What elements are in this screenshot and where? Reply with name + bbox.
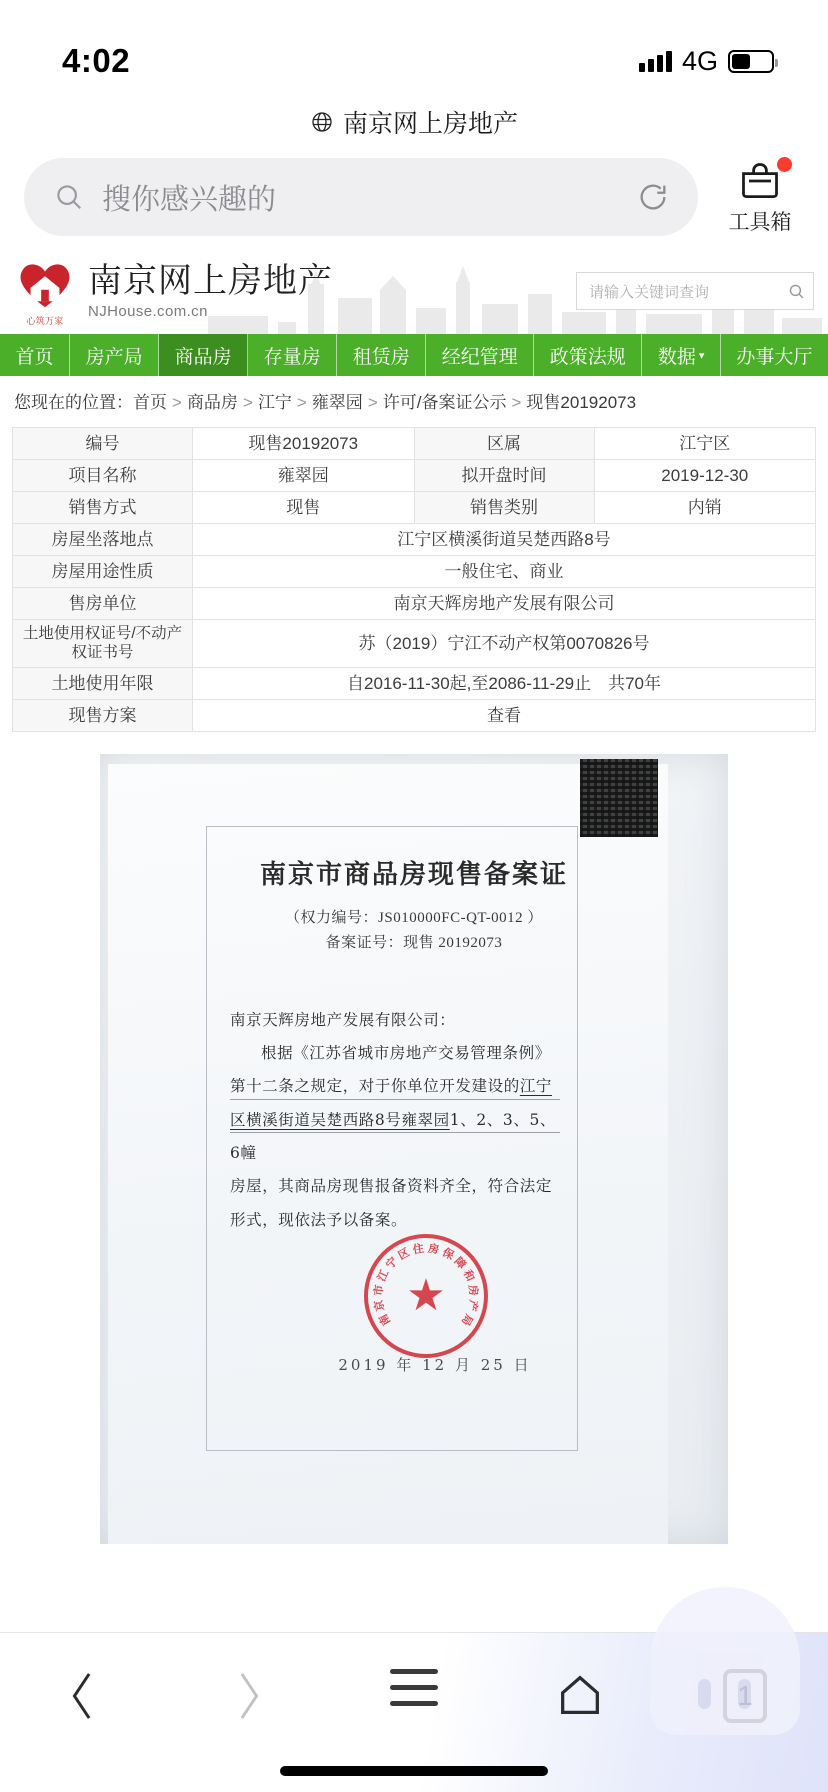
table-row-value: 内销 [594, 492, 816, 524]
header-search-placeholder: 请输入关键词查询 [589, 283, 710, 301]
search-placeholder-text: 搜你感兴趣的 [102, 183, 277, 216]
browser-title-text: 南京网上房地产 [342, 110, 518, 138]
table-row-label: 项目名称 [13, 460, 193, 492]
nav-item-8[interactable] [721, 334, 828, 376]
table-row-value: 苏（2019）宁江不动产权第0070826号 [193, 620, 816, 668]
breadcrumb-item-2[interactable]: 江宁 [257, 393, 292, 412]
red-star-icon: ★ [406, 1270, 446, 1320]
certificate-power-number: （权力编号：JS010000FC-QT-0012 ） [285, 909, 543, 926]
breadcrumb-prefix: 您现在的位置： [14, 393, 133, 412]
nav-item-5[interactable] [426, 334, 534, 376]
table-row [13, 524, 816, 556]
breadcrumb [0, 376, 828, 423]
home-indicator [280, 1766, 548, 1776]
table-row-value[interactable]: 查看 [193, 699, 816, 731]
certificate-p1-address: 江宁区横溪街道吴楚西路8号雍翠园 [230, 1077, 553, 1129]
browser-toolbar [0, 148, 828, 250]
table-row-value: 南京天辉房地产发展有限公司 [193, 588, 816, 620]
certificate-scan [100, 754, 728, 1544]
seal-ring-text: 南 京 市 江 宁 区 住 房 保 障 和 房 产 局 [372, 1242, 480, 1328]
certificate-title: 南京市商品房现售备案证 [259, 859, 568, 890]
table-row [13, 588, 816, 620]
table-row-value: 现售20192073 [193, 428, 415, 460]
table-row-label: 房屋坐落地点 [13, 524, 193, 556]
main-navigation [0, 334, 828, 376]
status-bar [0, 0, 828, 96]
table-row-label: 区属 [414, 428, 594, 460]
home-icon [554, 1669, 606, 1721]
signal-bars-icon [639, 50, 672, 72]
hamburger-menu-icon [390, 1669, 438, 1706]
search-icon[interactable] [788, 283, 805, 300]
certificate-numbers [100, 906, 728, 957]
logo-subtext: 心筑万家 [26, 316, 64, 326]
certificate-divider-1 [230, 1099, 560, 1100]
breadcrumb-separator: > [511, 393, 522, 412]
nav-item-label: 房产局 [85, 346, 143, 368]
breadcrumb-separator: > [367, 393, 378, 412]
header-search-input[interactable] [576, 272, 814, 310]
nav-item-label: 存量房 [263, 346, 321, 368]
heart-house-logo-icon [14, 259, 76, 325]
toolbox-bag-icon [738, 159, 782, 203]
table-row [13, 492, 816, 524]
nav-item-label: 政策法规 [549, 346, 626, 368]
table-row-value: 现售 [193, 492, 415, 524]
certificate-record-number: 备案证号：现售 20192073 [325, 935, 503, 952]
globe-icon [310, 110, 334, 134]
certificate-p1-post: 1、2、3、5、6幢 [230, 1110, 557, 1162]
table-row-label: 土地使用权证号/不动产权证书号 [13, 620, 193, 668]
search-input[interactable] [24, 158, 698, 236]
browser-bottom-toolbar [0, 1632, 828, 1792]
site-header [0, 250, 828, 334]
chevron-right-icon [233, 1669, 263, 1723]
certificate-body [230, 1004, 560, 1237]
table-row-label: 编号 [13, 428, 193, 460]
network-type-label: 4G [681, 45, 718, 76]
status-time: 4:02 [62, 42, 131, 79]
back-button[interactable] [0, 1669, 166, 1723]
table-row-label: 销售类别 [414, 492, 594, 524]
home-button[interactable] [497, 1669, 663, 1721]
ghost-mascot-decoration [650, 1587, 800, 1735]
toolbox-label: 工具箱 [728, 210, 792, 234]
permit-info-table [12, 427, 816, 732]
table-row-value: 江宁区横溪街道吴楚西路8号 [193, 524, 816, 556]
nav-item-label: 租赁房 [352, 346, 410, 368]
reload-icon[interactable] [636, 180, 670, 214]
certificate-image-area[interactable] [0, 754, 828, 1554]
table-row [13, 460, 816, 492]
nav-item-label: 首页 [15, 346, 54, 368]
breadcrumb-item-1[interactable]: 商品房 [186, 393, 238, 412]
table-row-label: 土地使用年限 [13, 667, 193, 699]
nav-item-0[interactable] [0, 334, 70, 376]
nav-item-3[interactable] [248, 334, 337, 376]
nav-item-2[interactable] [159, 334, 248, 376]
status-indicators [639, 46, 774, 77]
breadcrumb-item-0[interactable]: 首页 [133, 393, 167, 412]
table-row-label: 售房单位 [13, 588, 193, 620]
table-row-value: 雍翠园 [193, 460, 415, 492]
nav-item-7[interactable] [642, 334, 721, 376]
table-row-label: 销售方式 [13, 492, 193, 524]
nav-item-label: 数据 [657, 346, 696, 368]
breadcrumb-item-3[interactable]: 雍翠园 [311, 393, 363, 412]
breadcrumb-separator: > [172, 393, 182, 412]
nav-item-label: 商品房 [174, 346, 232, 368]
nav-item-label: 办事大厅 [736, 346, 813, 368]
nav-item-4[interactable] [337, 334, 426, 376]
chevron-down-icon: ▾ [698, 349, 705, 362]
search-icon [54, 182, 84, 212]
chevron-left-icon [68, 1669, 98, 1723]
certificate-paragraph-2: 房屋，其商品房现售报备资料齐全，符合法定形式，现依法予以备案。 [230, 1177, 553, 1229]
site-brand-url: NJHouse.com.cn [88, 303, 208, 321]
table-row [13, 667, 816, 699]
breadcrumb-item-5: 现售20192073 [526, 393, 637, 412]
table-row [13, 428, 816, 460]
official-seal [364, 1234, 488, 1358]
forward-button[interactable] [166, 1669, 332, 1723]
permit-info-section [0, 423, 828, 732]
table-row-label: 拟开盘时间 [414, 460, 594, 492]
breadcrumb-separator: > [242, 393, 253, 412]
notification-dot [777, 157, 792, 172]
browser-page-title [0, 96, 828, 148]
site-logo[interactable] [14, 259, 333, 325]
menu-button[interactable] [331, 1669, 497, 1706]
qr-code-icon [580, 759, 658, 837]
table-row-label: 现售方案 [13, 699, 193, 731]
certificate-divider-2 [230, 1132, 560, 1133]
table-row [13, 699, 816, 731]
table-row-value: 江宁区 [594, 428, 816, 460]
certificate-date: 2019 年 12 月 25 日 [338, 1355, 532, 1374]
breadcrumb-item-4[interactable]: 许可/备案证公示 [382, 393, 507, 412]
battery-icon [728, 50, 774, 73]
certificate-addressee: 南京天辉房地产发展有限公司： [230, 1010, 456, 1029]
certificate-paragraph-1 [230, 1037, 560, 1170]
nav-item-6[interactable] [534, 334, 642, 376]
site-brand-name: 南京网上房地产 [88, 261, 333, 300]
table-row-value: 自2016-11-30起,至2086-11-29止 共70年 [193, 667, 816, 699]
breadcrumb-separator: > [296, 393, 307, 412]
table-row [13, 556, 816, 588]
table-row-value: 2019-12-30 [594, 460, 816, 492]
toolbox-button[interactable] [712, 159, 808, 236]
tabs-button[interactable] [662, 1669, 828, 1723]
table-row-value: 一般住宅、商业 [193, 556, 816, 588]
table-row-label: 房屋用途性质 [13, 556, 193, 588]
certificate-p1-pre: 根据《江苏省城市房地产交易管理条例》第十二条之规定，对于你单位开发建设的 [230, 1044, 551, 1096]
table-row [13, 620, 816, 668]
nav-item-label: 经纪管理 [441, 346, 518, 368]
nav-item-1[interactable] [70, 334, 159, 376]
